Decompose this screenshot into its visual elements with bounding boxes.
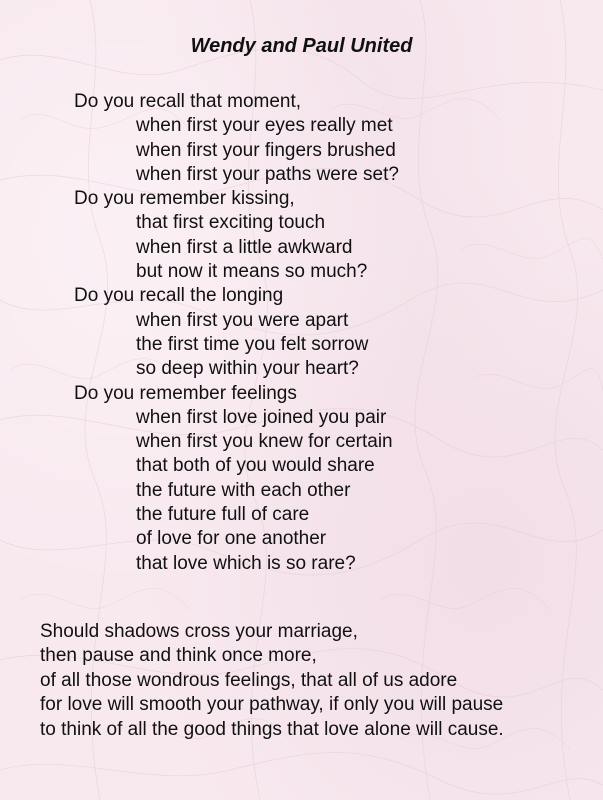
closing-line: Should shadows cross your marriage, [40,621,358,642]
stanza-3 [0,284,603,381]
poem-line: when first your fingers brushed [136,139,396,161]
poem-line: the future full of care [136,504,310,526]
poem-line: that love which is so rare? [136,552,356,574]
poem-line: when first your paths were set? [136,163,399,185]
poem-title: Wendy and Paul United [190,35,413,57]
poem-line: the first time you felt sorrow [136,333,369,355]
stanza-4 [0,382,603,576]
closing-line: of all those wondrous feelings, that all of us adore [40,669,458,691]
poem-line: Do you recall that moment, [74,91,302,112]
poem-line: of love for one another [136,528,327,550]
poem-line: Do you recall the longing [74,285,284,307]
poem-line: when first love joined you pair [136,406,387,428]
poem-line: when first your eyes really met [136,115,393,137]
closing-line: for love will smooth your pathway, if only you will pause [40,694,504,716]
poem-line: that first exciting touch [136,212,326,234]
poem-line: so deep within your heart? [136,358,359,380]
poem-line: when first a little awkward [136,236,353,258]
stanza-2 [0,187,603,284]
stanza-1 [0,90,603,187]
poem-line: Do you remember feelings [74,382,297,404]
poem-line: when first you knew for certain [136,431,393,453]
closing-line: then pause and think once more, [40,645,317,667]
closing-line: to think of all the good things that love alone will cause. [40,718,504,740]
poem-line: but now it means so much? [136,261,368,283]
poem-line: the future with each other [136,479,351,501]
closing-stanza [40,620,600,742]
poem-line: when first you were apart [136,309,349,331]
poem-body [0,90,603,576]
poem-line: that both of you would share [136,455,375,477]
poem-line: Do you remember kissing, [74,188,295,210]
